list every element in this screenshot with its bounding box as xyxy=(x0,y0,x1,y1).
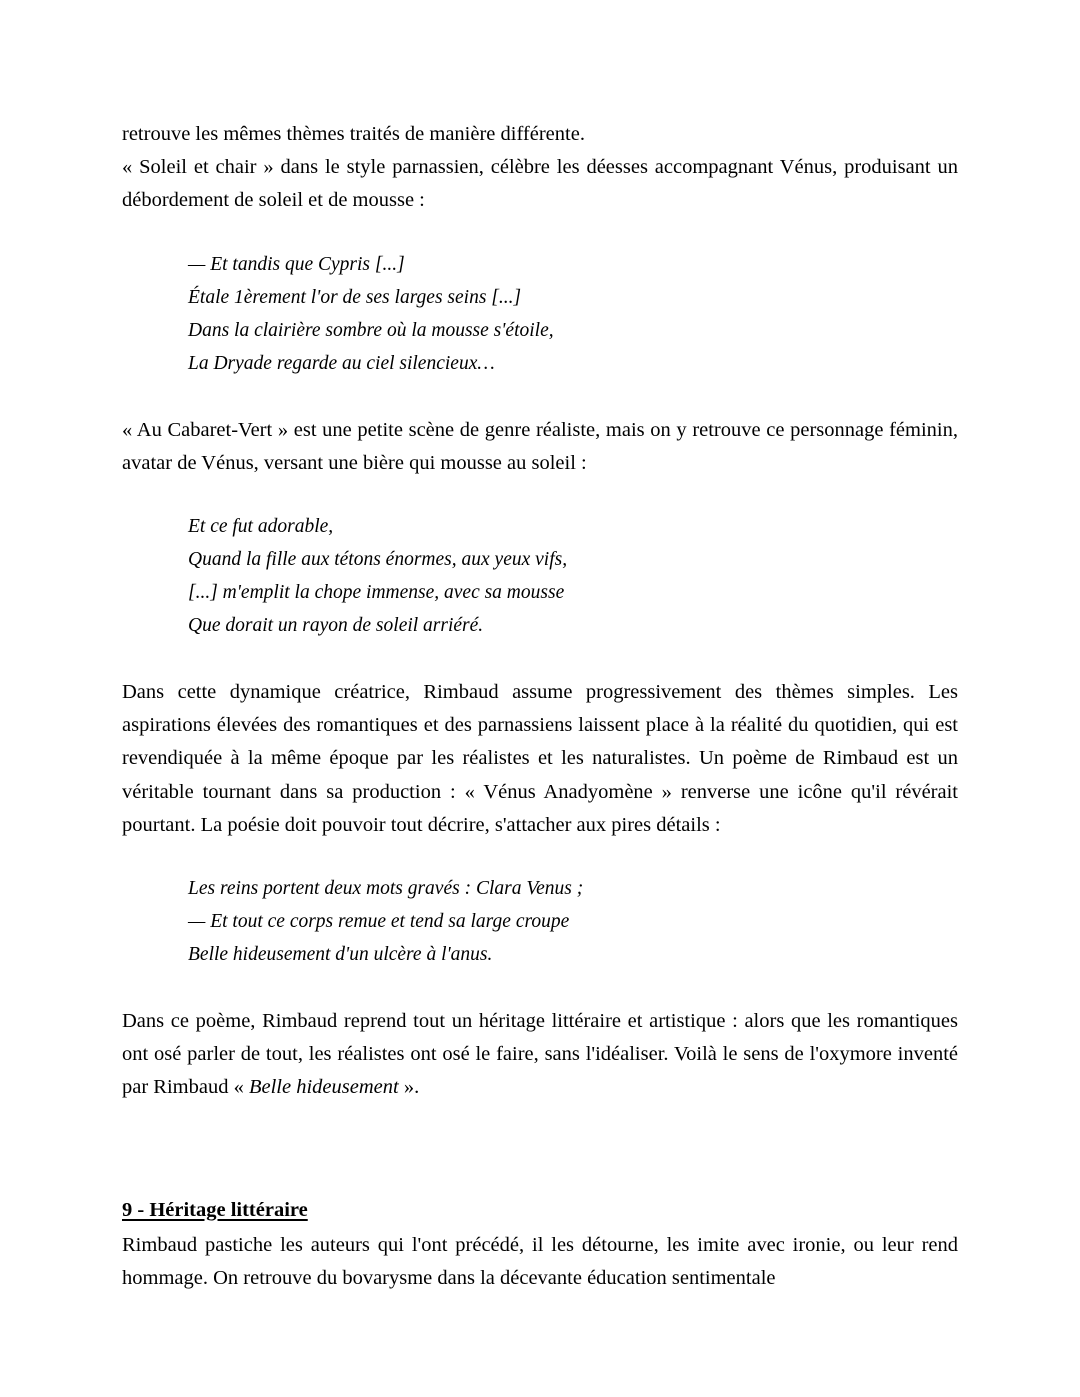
spacer xyxy=(122,380,958,414)
paragraph-text-tail: ». xyxy=(398,1076,420,1099)
paragraph-continuation: retrouve les mêmes thèmes traités de manière différente. xyxy=(122,123,585,145)
paragraph-heritage-oxymore xyxy=(122,1005,958,1105)
quote-venus-anadyomene xyxy=(122,872,958,971)
section-heading-container xyxy=(122,1197,958,1223)
paragraph-soleil-et-chair-intro: « Soleil et chair » dans le style parnassien, célèbre les déesses accompagnant Vénus, produisant un débordement de soleil et de mousse : xyxy=(122,156,958,212)
verse-line: Quand la fille aux tétons énormes, aux yeux vifs, xyxy=(188,549,568,571)
verse-line: — Et tandis que Cypris [...] xyxy=(188,253,405,275)
section-heading-9: 9 - Héritage littéraire xyxy=(122,1198,308,1221)
verse-line: Et ce fut adorable, xyxy=(188,516,334,538)
verse-line: Étale 1èrement l'or de ses larges seins [...] xyxy=(188,286,522,308)
verse-line: La Dryade regarde au ciel silencieux… xyxy=(188,352,495,374)
quote-soleil-et-chair xyxy=(122,248,958,380)
spacer xyxy=(122,218,958,248)
spacer xyxy=(122,971,958,1005)
spacer xyxy=(122,642,958,676)
verse-line: Les reins portent deux mots gravés : Clara Venus ; xyxy=(188,878,584,900)
document-body xyxy=(122,118,958,1295)
verse-line: [...] m'emplit la chope immense, avec sa mousse xyxy=(188,582,565,604)
paragraph-au-cabaret-vert-intro: « Au Cabaret-Vert » est une petite scène de genre réaliste, mais on y retrouve ce personnage féminin, avatar de Vénus, versant une bière qui mousse au soleil : xyxy=(122,418,958,474)
verse-line: Dans la clairière sombre où la mousse s'étoile, xyxy=(188,319,554,341)
paragraph-dynamique-creatrice: Dans cette dynamique créatrice, Rimbaud assume progressivement des thèmes simples. Les aspirations élevées des romantiques et des parnassiens laissent place à la réalité du quotidien, qui est revendiquée à la même époque par les réalistes et les naturalistes. Un poème de Rimbaud est un véritable tournant dans sa production : « Vénus Anadyomène » renverse une icône qu'il révérait pourtant. La poésie doit pouvoir tout décrire, s'attacher aux pires détails : xyxy=(122,681,958,836)
verse-line: Belle hideusement d'un ulcère à l'anus. xyxy=(188,944,493,966)
quote-au-cabaret-vert xyxy=(122,510,958,642)
spacer xyxy=(122,842,958,872)
emphasis-belle-hideusement: Belle hideusement xyxy=(248,1076,399,1099)
spacer xyxy=(122,480,958,510)
paragraph-text-lead: Dans ce poème, Rimbaud reprend tout un héritage littéraire et artistique : alors que les romantiques ont osé parler de tout, les réalistes ont osé le faire, sans l'idéaliser. Voilà le sens de l'oxymore inventé par Rimbaud « xyxy=(122,1010,958,1099)
verse-line: — Et tout ce corps remue et tend sa large croupe xyxy=(188,911,570,933)
paragraph-pastiche: Rimbaud pastiche les auteurs qui l'ont précédé, il les détourne, les imite avec ironie, ou leur rend hommage. On retrouve du bovarysme dans la décevante éducation sentimentale xyxy=(122,1233,958,1289)
spacer xyxy=(122,1105,958,1197)
verse-line: Que dorait un rayon de soleil arriéré. xyxy=(188,615,484,637)
